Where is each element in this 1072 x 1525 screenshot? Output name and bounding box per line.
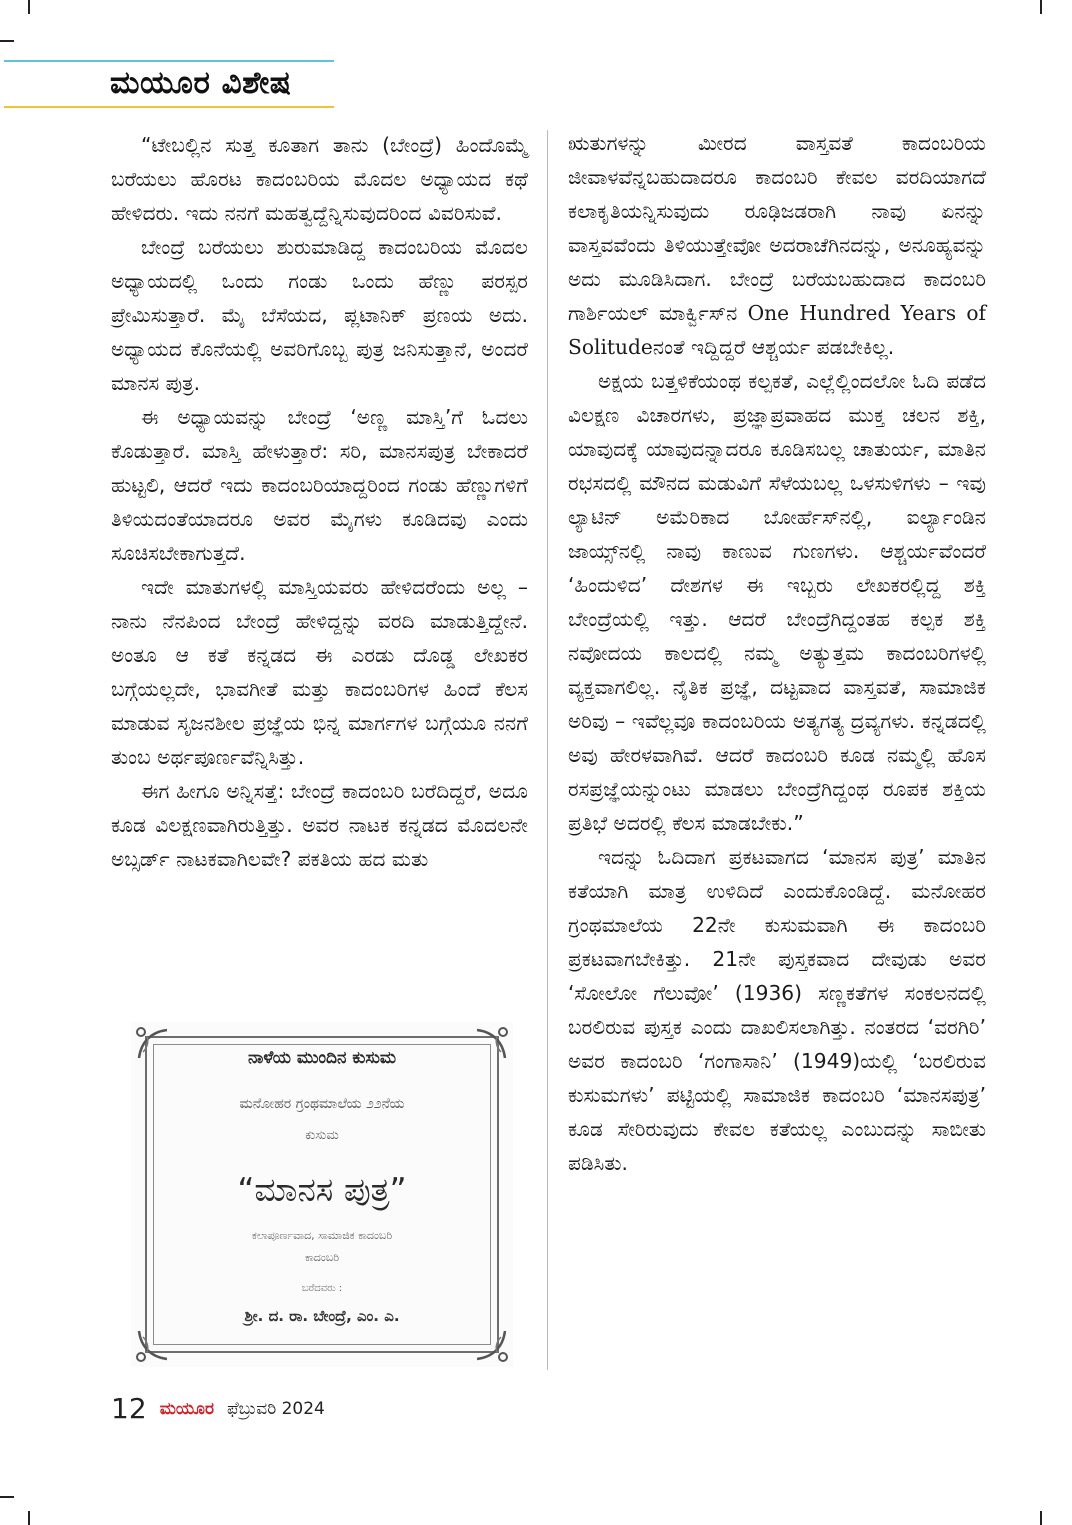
left-column <box>111 128 528 876</box>
crop-mark <box>0 40 14 42</box>
corner-ornament-icon <box>133 1325 173 1365</box>
paragraph: ಅಕ್ಷಯ ಬತ್ತಳಿಕೆಯಂಥ ಕಲ್ಪಕತೆ, ಎಲ್ಲೆಲ್ಲಿಂದಲೋ ಓದಿ ಪಡೆದ ವಿಲಕ್ಷಣ ವಿಚಾರಗಳು, ಪ್ರಜ್ಞಾಪ್ರವಾಹದ ಮುಕ್ತ ಚಲನ ಶಕ್ತಿ, ಯಾವುದಕ್ಕೆ ಯಾವುದನ್ನಾದರೂ ಕೂಡಿಸಬಲ್ಲ ಚಾತುರ್ಯ, ಮಾತಿನ ರಭಸದಲ್ಲಿ ಮೌನದ ಮಡುವಿಗೆ ಸೆಳೆಯಬಲ್ಲ ಒಳಸುಳಿಗಳು – ಇವು ಲ್ಯಾಟಿನ್ ಅಮೆರಿಕಾದ ಬೋರ್ಹೆಸ್‌ನಲ್ಲಿ, ಐರ್ಲ್ಯಾಂಡಿನ ಜಾಯ್ಸ್‌ನಲ್ಲಿ ನಾವು ಕಾಣುವ ಗುಣಗಳು. ಆಶ್ಚರ್ಯವೆಂದರೆ ‘ಹಿಂದುಳಿದ’ ದೇಶಗಳ ಈ ಇಬ್ಬರು ಲೇಖಕರಲ್ಲಿದ್ದ ಶಕ್ತಿ ಬೇಂದ್ರೆಯಲ್ಲಿ ಇತ್ತು. ಆದರೆ ಬೇಂದ್ರೆಗಿದ್ದಂತಹ ಕಲ್ಪಕ ಶಕ್ತಿ ನವೋದಯ ಕಾಲದಲ್ಲಿ ನಮ್ಮ ಅತ್ಯುತ್ತಮ ಕಾದಂಬರಿಗಳಲ್ಲಿ ವ್ಯಕ್ತವಾಗಲಿಲ್ಲ. ನೈತಿಕ ಪ್ರಜ್ಞೆ, ದಟ್ಟವಾದ ವಾಸ್ತವತೆ, ಸಾಮಾಜಿಕ ಅರಿವು – ಇವೆಲ್ಲವೂ ಕಾದಂಬರಿಯ ಅತ್ಯಗತ್ಯ ದ್ರವ್ಯಗಳು. ಕನ್ನಡದಲ್ಲಿ ಅವು ಹೇರಳವಾಗಿವೆ. ಆದರೆ ಕಾದಂಬರಿ ಕೂಡ ನಮ್ಮಲ್ಲಿ ಹೊಸ ರಸಪ್ರಜ್ಞೆಯನ್ನುಂಟು ಮಾಡಲು ಬೇಂದ್ರೆಗಿದ್ದಂಥ ರೂಪಕ ಶಕ್ತಿಯ ಪ್ರತಿಭೆ ಅದರಲ್ಲಿ ಕೆಲಸ ಮಾಡಬೇಕು.” <box>568 369 986 835</box>
paragraph-text: ನಂತೆ ಇದ್ದಿದ್ದರೆ ಆಶ್ಚರ್ಯ ಪಡಬೇಕಿಲ್ಲ. <box>652 335 895 359</box>
corner-ornament-icon <box>471 1325 511 1365</box>
column-divider <box>547 130 548 1370</box>
issue-date: ಫೆಬ್ರುವರಿ 2024 <box>227 1398 325 1419</box>
cover-byline: ಬರೆದವರು : <box>301 1283 343 1294</box>
crop-mark <box>1040 0 1042 14</box>
cover-subtitle: ಕಲಾಪೂರ್ಣವಾದ, ಸಾಮಾಜಿಕ ಕಾದಂಬರಿ <box>251 1229 393 1242</box>
section-title: ಮಯೂರ ವಿಶೇಷ <box>110 65 292 101</box>
cover-title: “ಮಾನಸ ಪುತ್ರ” <box>237 1170 407 1209</box>
paragraph: ಇದೇ ಮಾತುಗಳಲ್ಲಿ ಮಾಸ್ತಿಯವರು ಹೇಳಿದರೆಂದು ಅಲ್ಲ – ನಾನು ನೆನಪಿಂದ ಬೇಂದ್ರೆ ಹೇಳಿದ್ದನ್ನು ವರದಿ ಮಾಡುತ್ತಿದ್ದೇನೆ. ಅಂತೂ ಆ ಕತೆ ಕನ್ನಡದ ಈ ಎರಡು ದೊಡ್ಡ ಲೇಖಕರ ಬಗ್ಗೆಯಲ್ಲದೇ, ಭಾವಗೀತೆ ಮತ್ತು ಕಾದಂಬರಿಗಳ ಹಿಂದೆ ಕೆಲಸ ಮಾಡುವ ಸೃಜನಶೀಲ ಪ್ರಜ್ಞೆಯ ಭಿನ್ನ ಮಾರ್ಗಗಳ ಬಗ್ಗೆಯೂ ನನಗೆ ತುಂಬ ಅರ್ಥಪೂರ್ಣವೆನ್ನಿಸಿತ್ತು. <box>111 575 528 769</box>
paragraph: “ಟೇಬಲ್ಲಿನ ಸುತ್ತ ಕೂತಾಗ ತಾನು (ಬೇಂದ್ರೆ) ಹಿಂದೊಮ್ಮೆ ಬರೆಯಲು ಹೊರಟ ಕಾದಂಬರಿಯ ಮೊದಲ ಅಧ್ಯಾಯದ ಕಥೆ ಹೇಳಿದರು. ಇದು ನನಗೆ ಮಹತ್ವದ್ದೆನ್ನಿಸುವುದರಿಂದ ವಿವರಿಸುವೆ. <box>111 133 528 225</box>
crop-mark <box>28 0 30 14</box>
cover-heading: ನಾಳೆಯ ಮುಂದಿನ ಕುಸುಮ <box>247 1048 397 1068</box>
crop-mark <box>0 1496 14 1498</box>
magazine-brand: ಮಯೂರ <box>159 1398 214 1419</box>
right-column <box>568 126 986 1180</box>
paragraph <box>568 126 986 364</box>
paragraph-text: ಋತುಗಳನ್ನು ಮೀರದ ವಾಸ್ತವತೆ ಕಾದಂಬರಿಯ ಜೀವಾಳವೆನ್ನಬಹುದಾದರೂ ಕಾದಂಬರಿ ಕೇವಲ ವರದಿಯಾಗದೆ ಕಲಾಕೃತಿಯನ್ನಿಸುವುದು ರೂಢಿಜಡರಾಗಿ ನಾವು ಏನನ್ನು ವಾಸ್ತವವೆಂದು ತಿಳಿಯುತ್ತೇವೋ ಅದರಾಚೆಗಿನದನ್ನು, ಅನೂಹ್ಯವನ್ನು ಅದು ಮೂಡಿಸಿದಾಗ. ಬೇಂದ್ರೆ ಬರೆಯಬಹುದಾದ ಕಾದಂಬರಿ ಗಾರ್ಶಿಯಲ್ ಮಾರ್ಕ್ವಿಸ್‌ನ <box>568 131 986 325</box>
book-cover-image <box>131 1022 513 1367</box>
section-header <box>0 60 335 108</box>
paragraph: ಬೇಂದ್ರೆ ಬರೆಯಲು ಶುರುಮಾಡಿದ್ದ ಕಾದಂಬರಿಯ ಮೊದಲ ಅಧ್ಯಾಯದಲ್ಲಿ ಒಂದು ಗಂಡು ಒಂದು ಹೆಣ್ಣು ಪರಸ್ಪರ ಪ್ರೇಮಿಸುತ್ತಾರೆ. ಮೈ ಬೆಸೆಯದ, ಪ್ಲಟಾನಿಕ್ ಪ್ರಣಯ ಅದು. ಅಧ್ಯಾಯದ ಕೊನೆಯಲ್ಲಿ ಅವರಿಗೊಬ್ಬ ಪುತ್ರ ಜನಿಸುತ್ತಾನೆ, ಅಂದರೆ ಮಾನಸ ಪುತ್ರ. <box>111 235 528 395</box>
paragraph: ಈಗ ಹೀಗೂ ಅನ್ನಿಸತ್ತೆ: ಬೇಂದ್ರೆ ಕಾದಂಬರಿ ಬರೆದಿದ್ದರೆ, ಅದೂ ಕೂಡ ವಿಲಕ್ಷಣವಾಗಿರುತ್ತಿತ್ತು. ಅವರ ನಾಟಕ ಕನ್ನಡದ ಮೊದಲನೇ ಅಬ್ಸರ್ಡ್ ನಾಟಕವಾಗಿಲವೇ? ಪಕತಿಯ ಹದ ಮತು <box>111 779 528 871</box>
cover-series: ಮನೋಹರ ಗ್ರಂಥಮಾಲೆಯ ೨೨ನೆಯ <box>239 1096 405 1112</box>
paragraph: ಈ ಅಧ್ಯಾಯವನ್ನು ಬೇಂದ್ರೆ ‘ಅಣ್ಣ ಮಾಸ್ತಿ’ಗೆ ಓದಲು ಕೊಡುತ್ತಾರೆ. ಮಾಸ್ತಿ ಹೇಳುತ್ತಾರೆ: ಸರಿ, ಮಾನಸಪುತ್ರ ಬೇಕಾದರೆ ಹುಟ್ಟಲಿ, ಆದರೆ ಇದು ಕಾದಂಬರಿಯಾದ್ದರಿಂದ ಗಂಡು ಹೆಣ್ಣುಗಳಿಗೆ ತಿಳಿಯದಂತೆಯಾದರೂ ಅವರ ಮೈಗಳು ಕೂಡಿದವು ಎಂದು ಸೂಚಿಸಬೇಕಾಗುತ್ತದೆ. <box>111 405 528 565</box>
header-top-rule <box>4 60 334 62</box>
cover-genre: ಕಾದಂಬರಿ <box>304 1251 340 1264</box>
crop-mark <box>1040 1511 1042 1525</box>
paragraph: ಇದನ್ನು ಓದಿದಾಗ ಪ್ರಕಟವಾಗದ ‘ಮಾನಸ ಪುತ್ರ’ ಮಾತಿನ ಕತೆಯಾಗಿ ಮಾತ್ರ ಉಳಿದಿದೆ ಎಂದುಕೊಂಡಿದ್ದೆ. ಮನೋಹರ ಗ್ರಂಥಮಾಲೆಯ 22ನೇ ಕುಸುಮವಾಗಿ ಈ ಕಾದಂಬರಿ ಪ್ರಕಟವಾಗಬೇಕಿತ್ತು. 21ನೇ ಪುಸ್ತಕವಾದ ದೇವುಡು ಅವರ ‘ಸೋಲೋ ಗೆಲುವೋ’ (1936) ಸಣ್ಣಕತೆಗಳ ಸಂಕಲನದಲ್ಲಿ ಬರಲಿರುವ ಪುಸ್ತಕ ಎಂದು ದಾಖಲಿಸಲಾಗಿತ್ತು. ನಂತರದ ‘ವರಗಿರಿ’ ಅವರ ಕಾದಂಬರಿ ‘ಗಂಗಾಸಾನಿ’ (1949)ಯಲ್ಲಿ ‘ಬರಲಿರುವ ಕುಸುಮಗಳು’ ಪಟ್ಟಿಯಲ್ಲಿ ಸಾಮಾಜಿಕ ಕಾದಂಬರಿ ‘ಮಾನಸಪುತ್ರ’ ಕೂಡ ಸೇರಿರುವುದು ಕೇವಲ ಕತೆಯಲ್ಲ ಎಂಬುದನ್ನು ಸಾಬೀತು ಪಡಿಸಿತು. <box>568 845 986 1175</box>
cover-author: ಶ್ರೀ. ದ. ರಾ. ಬೇಂದ್ರೆ, ಎಂ. ಎ. <box>244 1307 400 1325</box>
page-footer <box>111 1392 325 1428</box>
cover-series-sub: ಕುಸುಮ <box>305 1128 339 1143</box>
book-title-latin: One Hundred Years of Solitude <box>568 301 986 359</box>
header-bottom-rule <box>4 106 334 108</box>
crop-mark <box>28 1511 30 1525</box>
page-number: 12 <box>111 1392 147 1425</box>
